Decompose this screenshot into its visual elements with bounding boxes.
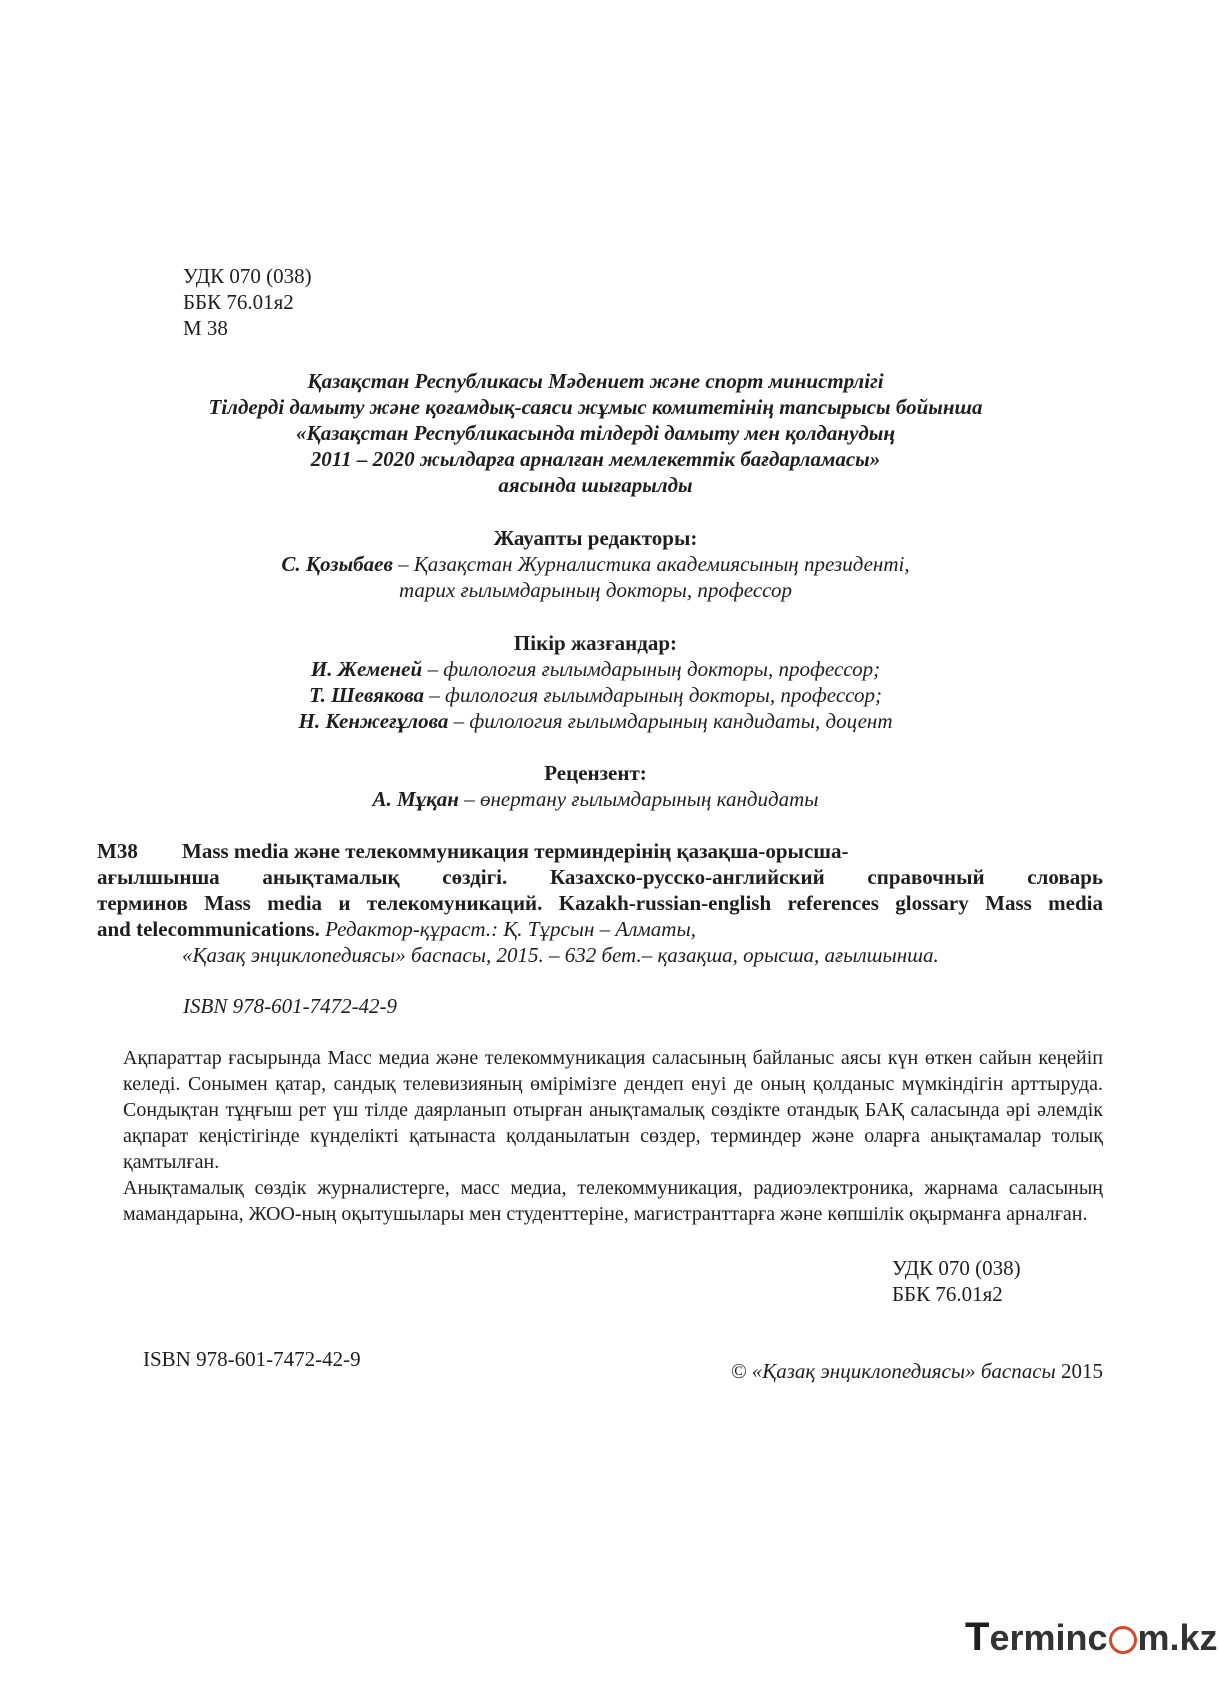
- biblio-title-line: ағылшынша анықтамалық сөздігі. Казахско-русско-английский справочный словарь: [97, 865, 1103, 889]
- editors-section: [100, 525, 1091, 603]
- editor-name: С. Қозыбаев: [281, 552, 393, 576]
- watermark-text-part2: m.kz: [1137, 1617, 1218, 1658]
- reviewer-line: [100, 708, 1091, 734]
- commission-line: 2011 – 2020 жылдарға арналған мемлекеттік бағдарламасы»: [310, 447, 881, 471]
- referee-line: [100, 786, 1091, 812]
- udk-code: УДК 070 (038): [892, 1256, 1021, 1280]
- commission-line: «Қазақстан Республикасында тілдерді дамыту мен қолданудың: [296, 421, 895, 445]
- reviewer-line: [100, 682, 1091, 708]
- reviewer-name: Н. Кенжеғұлова: [298, 709, 449, 733]
- referee-name: А. Мұқан: [372, 787, 459, 811]
- biblio-title-line: терминов Mass media и телекомуникаций. Kazakh-russian-english references glossary Mass media: [97, 891, 1103, 915]
- copyright-text: © «Қазақ энциклопедиясы» баспасы: [730, 1359, 1056, 1383]
- abstract-paragraph: Ақпараттар ғасырында Масс медиа жəне телекоммуникация саласының байланыс аясы күн өткен сайын кеңейіп келеді. Сонымен қатар, сандық телевизияның өмірімізге дендеп енуі де оның қолданыс мүмкіндігін арттыруда. Сондықтан тұңғыш рет үш тілде даярланып отырған анықтамалық сөздікте отандық БАҚ саласында əрі əлемдік ақпарат кеңістігінде күнделікті қатынаста қолданылатын сөздер, терминдер жəне оларға анықтамалар толық қамтылған.: [123, 1047, 1103, 1173]
- bbk-code: ББК 76.01я2: [183, 290, 294, 314]
- abstract: [123, 1045, 1103, 1227]
- commission-statement: [100, 368, 1091, 498]
- biblio-mark: М38: [97, 839, 138, 863]
- watermark-o-icon: [1109, 1626, 1137, 1654]
- editor-line: [100, 577, 1091, 603]
- editor-desc: тарих ғылымдарының докторы, профессор: [399, 578, 792, 602]
- udk-code: УДК 070 (038): [183, 264, 312, 288]
- bibliographic-record: [97, 838, 1103, 968]
- watermark-t-letter: T: [965, 1615, 990, 1659]
- reviewers-section: [100, 630, 1091, 734]
- reviewer-line: [100, 656, 1091, 682]
- reviewer-desc: – филология ғылымдарының докторы, профессор;: [424, 683, 882, 707]
- biblio-title-end: and telecommunications.: [97, 917, 320, 941]
- referee-desc: – өнертану ғылымдарының кандидаты: [458, 787, 819, 811]
- bbk-code: ББК 76.01я2: [892, 1282, 1003, 1306]
- reviewer-desc: – филология ғылымдарының кандидаты, доцент: [448, 709, 893, 733]
- commission-line: Қазақстан Республикасы Мəдениет жəне спорт министрлігі: [307, 369, 884, 393]
- biblio-publisher-line: «Қазақ энциклопедиясы» баспасы, 2015. – 632 бет.– қазақша, орысша, ағылшынша.: [182, 943, 939, 967]
- editor-desc: – Қазақстан Журналистика академиясының президенті,: [392, 552, 910, 576]
- isbn-bottom: ISBN 978-601-7472-42-9: [143, 1347, 361, 1371]
- biblio-editor: Редактор-құраст.: Қ. Тұрсын – Алматы,: [319, 917, 696, 941]
- biblio-title-line: [97, 916, 1103, 942]
- copyright-year: 2015: [1055, 1359, 1103, 1383]
- biblio-title-line: Mass media жəне телекоммуникация терминдерінің қазақша-орысша-: [182, 839, 849, 863]
- author-mark: М 38: [183, 316, 228, 340]
- copyright: [731, 1358, 1103, 1384]
- isbn-italic: ISBN 978-601-7472-42-9: [183, 994, 398, 1018]
- commission-line: Тілдерді дамыту жəне қоғамдық-саяси жұмыс комитетінің тапсырысы бойынша: [208, 395, 983, 419]
- classification-codes-top: [183, 263, 312, 341]
- reviewers-heading: Пікір жазғандар:: [513, 631, 678, 655]
- editor-line: [100, 551, 1091, 577]
- abstract-paragraph: Анықтамалық сөздік журналистерге, масс медиа, телекоммуникация, радиоэлектроника, жарнама саласының мамандарына, ЖОО-ның оқытушылары мен студенттеріне, магистранттарға жəне көпшілік оқырманға арналған.: [123, 1177, 1103, 1225]
- reviewer-name: И. Жеменей: [310, 657, 423, 681]
- referee-section: [100, 760, 1091, 812]
- watermark-text-part1: erminc: [989, 1617, 1108, 1658]
- reviewer-name: Т. Шевякова: [309, 683, 425, 707]
- referee-heading: Рецензент:: [544, 761, 647, 785]
- termincom-watermark: [965, 1615, 1218, 1660]
- reviewer-desc: – филология ғылымдарының докторы, профессор;: [422, 657, 881, 681]
- editors-heading: Жауапты редакторы:: [493, 526, 698, 550]
- commission-line: аясында шығарылды: [498, 473, 693, 497]
- classification-codes-bottom: [892, 1255, 1021, 1307]
